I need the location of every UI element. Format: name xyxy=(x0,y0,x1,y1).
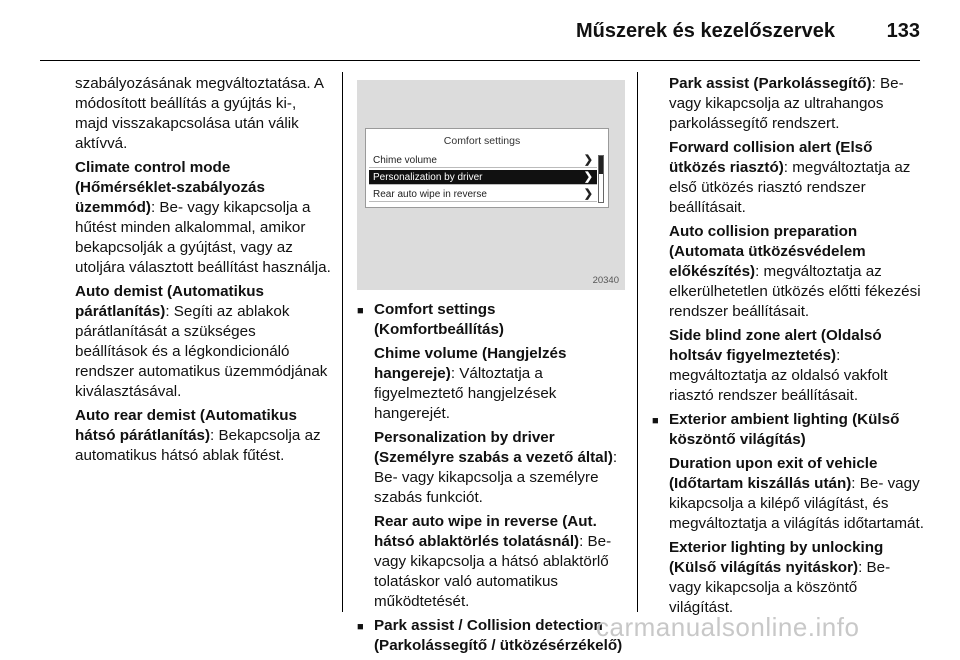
item-personalization-by-driver: Personalization by driver (Személyre szabás a vezető által): Be- vagy kikapcsolja a személyre szabás funkciót. xyxy=(374,429,618,506)
screen-title: Comfort settings xyxy=(443,135,521,147)
column-right xyxy=(652,74,924,622)
item-park-assist: Park assist (Parkolássegítő): Be- vagy kikapcsolja az ultrahangos parkolássegítő rendszert. xyxy=(669,75,904,132)
column-left xyxy=(75,74,332,470)
screen-scrollbar xyxy=(598,155,604,203)
item-side-blind-zone-alert: Side blind zone alert (Oldalsó holtsáv figyelmeztetés): megváltoztatja az oldalsó vakfolt riasztó rendszer beállításait. xyxy=(669,327,888,404)
comfort-settings-items xyxy=(357,344,625,612)
column-middle xyxy=(357,300,625,660)
header-rule xyxy=(40,60,920,61)
item-duration-upon-exit: Duration upon exit of vehicle (Időtartam kiszállás után): Be- vagy kikapcsolja a kilépő világítást, és megváltoztatja a világítás időtartamát. xyxy=(669,455,924,532)
scrollbar-thumb xyxy=(599,156,603,174)
paragraph-auto-demist: Auto demist (Automatikus párátlanítás): Segíti az ablakok párátlanítását a szükséges beállítások és a légkondicionáló rendszer automatikus üzemmódjának kiválasztásával. xyxy=(75,283,328,400)
item-chime-volume: Chime volume (Hangjelzés hangereje): Változtatja a figyelmeztető hangjelzések hangerejét. xyxy=(374,345,567,422)
watermark: carmanualsonline.info xyxy=(596,612,860,642)
column-divider-left xyxy=(342,72,343,612)
park-assist-items xyxy=(652,74,924,406)
item-auto-collision-preparation: Auto collision preparation (Automata ütközésvédelem előkészítés): megváltoztatja az elkerülhetetlen ütközés előtti fékezési rendszer beállításait. xyxy=(669,223,921,320)
figure-number: 20340 xyxy=(592,275,619,286)
menu-item-personalization: Personalization by driver ❯ xyxy=(369,170,597,185)
chevron-right-icon: ❯ xyxy=(583,188,593,200)
bullet-square-icon: ■ xyxy=(357,621,364,633)
chevron-right-icon: ❯ xyxy=(583,171,593,183)
bullet-exterior-ambient-lighting: ■ Exterior ambient lighting (Külső köszöntő világítás) xyxy=(652,411,900,448)
bullet-square-icon: ■ xyxy=(357,305,364,317)
exterior-lighting-items xyxy=(652,454,924,618)
menu-item-rear-auto-wipe: Rear auto wipe in reverse ❯ xyxy=(369,187,597,202)
menu-item-chime-volume: Chime volume ❯ xyxy=(369,153,597,168)
page-number: 133 xyxy=(886,20,920,42)
chevron-right-icon: ❯ xyxy=(583,154,593,166)
comfort-settings-figure xyxy=(357,80,625,290)
paragraph-auto-rear-demist: Auto rear demist (Automatikus hátsó párátlanítás): Bekapcsolja az automatikus hátsó ablak fűtést. xyxy=(75,407,321,464)
item-rear-auto-wipe: Rear auto wipe in reverse (Aut. hátsó ablaktörlés tolatásnál): Be- vagy kikapcsolja a hátsó ablaktörlő tolatáskor való automatikus működtetését. xyxy=(374,513,612,610)
item-forward-collision-alert: Forward collision alert (Első ütközés riasztó): megváltoztatja az első ütközés riasztó rendszer beállításait. xyxy=(669,139,911,216)
column-divider-right xyxy=(637,72,638,612)
bullet-square-icon: ■ xyxy=(652,415,659,427)
bullet-park-assist: ■ Park assist / Collision detection (Parkolássegítő / ütközésérzékelő) xyxy=(357,617,623,654)
section-title: Műszerek és kezelőszervek xyxy=(575,20,835,42)
item-exterior-lighting-by-unlocking: Exterior lighting by unlocking (Külső világítás nyitáskor): Be- vagy kikapcsolja a köszöntő világítást. xyxy=(669,539,891,616)
bullet-comfort-settings: ■ Comfort settings (Komfortbeállítás) xyxy=(357,301,504,338)
paragraph-climate-control-mode: Climate control mode (Hőmérséklet-szabályozás üzemmód): Be- vagy kikapcsolja a hűtést minden alkalommal, amikor bekapcsolják a gyújtást, vagy az utoljára választott beállítást használja. xyxy=(75,159,331,276)
display-screen xyxy=(365,128,609,208)
paragraph: szabályozásának megváltoztatása. A módosított beállítás a gyújtás ki-, majd visszakapcsolása után válik aktívvá. xyxy=(75,75,324,152)
